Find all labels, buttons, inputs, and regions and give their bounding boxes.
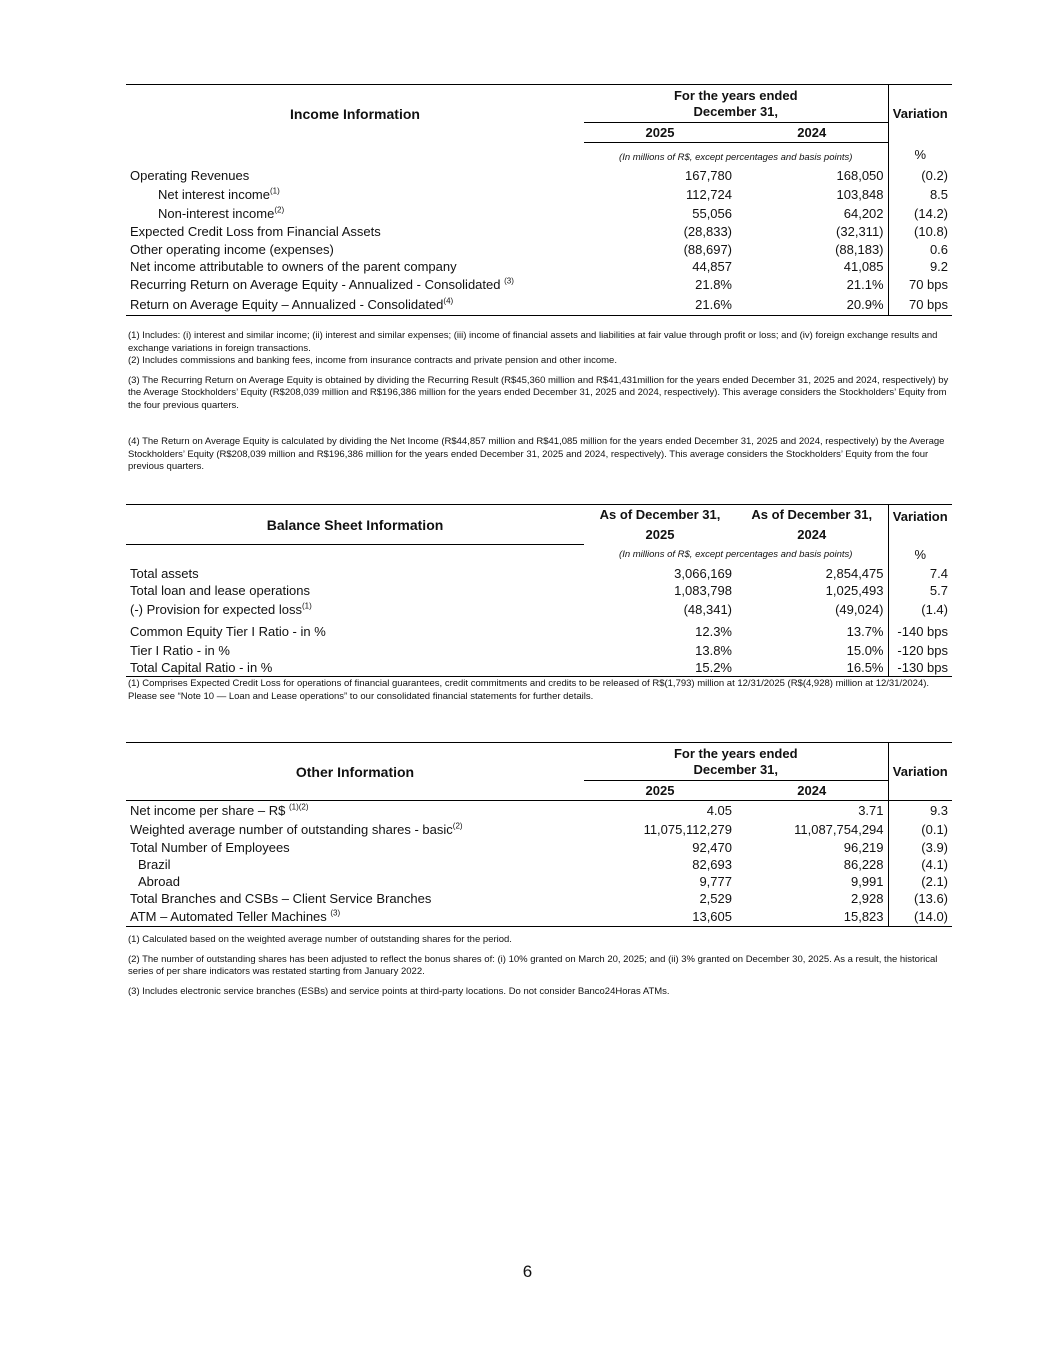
value-2025: 82,693	[692, 856, 732, 872]
row-label-text: (-) Provision for expected loss	[130, 602, 302, 617]
value-2025: 15.2%	[695, 659, 732, 675]
variation-value: (14.2)	[888, 204, 952, 223]
row-label-text: Expected Credit Loss from Financial Assets	[130, 224, 381, 239]
table-row	[126, 582, 952, 599]
variation-value: 9.3	[888, 801, 952, 821]
value-2024: 41,085	[843, 258, 884, 274]
income-table	[126, 84, 952, 316]
variation-value: (2.1)	[888, 873, 952, 890]
row-label-text: ATM – Automated Teller Machines	[130, 908, 331, 924]
balance-title: Balance Sheet Information	[126, 505, 584, 545]
row-label	[126, 275, 584, 295]
table-row	[126, 621, 952, 642]
value-2024: 103,848	[836, 186, 884, 202]
balance-notes	[128, 678, 950, 710]
row-label-text: Tier I Ratio - in %	[130, 642, 230, 658]
value-2024: 86,228	[843, 856, 884, 872]
variation-value: -140 bps	[888, 621, 952, 642]
balance-table	[126, 504, 952, 677]
table-row	[126, 295, 952, 315]
variation-value: 70 bps	[888, 295, 952, 315]
income-period-header: For the years ended December 31,	[584, 85, 888, 123]
value-2024: 2,854,475	[825, 565, 884, 581]
row-label-text: Return on Average Equity – Annualized - Consolidated	[130, 297, 444, 312]
footnote-marker: (3)	[330, 908, 341, 918]
row-label-text: Recurring Return on Average Equity - Annualized - Consolidated	[130, 277, 505, 292]
value-2024: 20.9%	[846, 297, 884, 312]
value-2024: (88,183)	[835, 241, 884, 257]
balance-units: (In millions of R$, except percentages and basis points)	[619, 549, 853, 560]
value-2025: 11,075,112,279	[643, 822, 732, 837]
footnote-marker: (2)	[452, 821, 463, 831]
variation-value: (4.1)	[888, 856, 952, 873]
value-2024: 15,823	[843, 908, 884, 924]
variation-value: (0.1)	[888, 821, 952, 839]
income-section	[126, 84, 952, 316]
row-label	[126, 856, 584, 873]
value-2024: 168,050	[836, 168, 884, 183]
footnote-marker: (1)	[270, 186, 280, 196]
row-label	[126, 873, 584, 890]
other-title: Other Information	[126, 743, 584, 801]
balance-year-2025: 2025	[645, 527, 675, 542]
balance-col1-header: As of December 31,	[584, 505, 736, 525]
other-period-header: For the years ended December 31,	[584, 743, 888, 781]
balance-section	[126, 504, 952, 677]
other-notes	[128, 934, 950, 1005]
value-2024: 16.5%	[846, 659, 884, 675]
row-label-text: Non-interest income	[158, 205, 275, 221]
row-label-text: Total assets	[130, 565, 199, 581]
value-2024: 21.1%	[846, 277, 884, 292]
table-row	[126, 907, 952, 926]
table-row	[126, 599, 952, 621]
table-row	[126, 839, 952, 856]
page-number: 6	[522, 1262, 533, 1281]
row-label	[126, 801, 584, 821]
income-year-2024: 2024	[736, 123, 888, 143]
table-row	[126, 890, 952, 907]
table-row	[126, 821, 952, 839]
footnote-marker: (1)	[301, 601, 312, 611]
row-label	[126, 258, 584, 275]
value-2025: 4.05	[706, 803, 732, 819]
other-note-3: (3) Includes electronic service branches (ESBs) and service points at third-party locations. Do not consider Banco24Horas ATMs.	[128, 985, 670, 997]
row-label-text: Net interest income	[158, 186, 270, 202]
other-section	[126, 742, 952, 927]
variation-value: 5.7	[888, 582, 952, 599]
table-row	[126, 565, 952, 582]
balance-variation-header: Variation	[888, 505, 952, 545]
row-label-text: Net income attributable to owners of the parent company	[130, 258, 457, 274]
table-row	[126, 167, 952, 185]
other-year-2025: 2025	[584, 781, 736, 801]
value-2025: 21.6%	[695, 297, 732, 312]
table-row	[126, 801, 952, 821]
footnote-marker: (4)	[443, 296, 454, 306]
income-title: Income Information	[126, 85, 584, 143]
row-label-text: Net income per share – R$	[130, 803, 289, 819]
value-2024: 2,928	[850, 890, 884, 906]
table-row	[126, 642, 952, 659]
row-label-text: Total loan and lease operations	[130, 582, 310, 598]
income-note-4: (4) The Return on Average Equity is calculated by dividing the Net Income (R$44,857 million and R$41,085 million for the years ended December 31, 2025 and 2024, respectively) by the Average Stockholders’ Equity (R$208,039 million and R$196,386 million for the years ended December 31, 2025 and 2024, respectively). This average considers the Stockholders’ Equity from the four previous quarters.	[128, 436, 945, 472]
row-label-text: Brazil	[138, 856, 171, 872]
value-2025: 92,470	[692, 839, 732, 855]
row-label	[126, 223, 584, 241]
table-row	[126, 241, 952, 258]
value-2024: 13.7%	[736, 621, 888, 642]
value-2025: (28,833)	[683, 224, 732, 239]
row-label	[126, 167, 584, 185]
variation-value: 9.2	[888, 258, 952, 275]
balance-pct: %	[888, 545, 952, 565]
balance-year-2024: 2024	[797, 527, 827, 542]
variation-value: (14.0)	[888, 907, 952, 926]
value-2025: (48,341)	[683, 602, 732, 617]
table-row	[126, 258, 952, 275]
row-label	[126, 185, 584, 204]
variation-value: -130 bps	[888, 659, 952, 676]
row-label	[126, 241, 584, 258]
other-note-2: (2) The number of outstanding shares has been adjusted to reflect the bonus shares of: (i) 10% granted on March 20, 2025; and (ii) 3% granted on December 30, 2025. As a result, the historical series of per share indicators was restated starting from January 2022.	[128, 953, 938, 977]
value-2024: 64,202	[843, 205, 884, 221]
value-2025: 112,724	[685, 186, 732, 202]
variation-value: (0.2)	[888, 167, 952, 185]
value-2025: 13.8%	[695, 642, 732, 658]
value-2025: 9,777	[699, 873, 732, 889]
row-label	[126, 204, 584, 223]
row-label-text: Weighted average number of outstanding shares - basic	[130, 822, 453, 837]
value-2024: 3.71	[858, 803, 884, 819]
row-label-text: Total Capital Ratio - in %	[130, 659, 273, 675]
footnote-marker: (1)(2)	[288, 802, 309, 812]
value-2024: 96,219	[843, 839, 884, 855]
value-2025: 55,056	[692, 205, 732, 221]
table-row	[126, 275, 952, 295]
row-label	[126, 890, 584, 907]
row-label	[126, 295, 584, 315]
row-label-text: Other operating income (expenses)	[130, 241, 334, 257]
row-label	[126, 599, 584, 621]
value-2025: 13,605	[692, 908, 732, 924]
row-label	[126, 907, 584, 926]
variation-value: (3.9)	[888, 839, 952, 856]
table-row	[126, 873, 952, 890]
income-notes	[128, 330, 950, 481]
income-variation-header: Variation	[888, 85, 952, 143]
income-year-2025: 2025	[584, 123, 736, 143]
variation-value: -120 bps	[888, 642, 952, 659]
value-2025: 167,780	[685, 168, 732, 183]
other-year-2024: 2024	[736, 781, 888, 801]
variation-value: 0.6	[888, 241, 952, 258]
balance-col2-header: As of December 31,	[736, 505, 888, 525]
value-2025: 44,857	[692, 258, 732, 274]
table-row	[126, 223, 952, 241]
variation-value: (13.6)	[888, 890, 952, 907]
row-label	[126, 621, 584, 642]
income-pct: %	[888, 143, 952, 167]
row-label	[126, 821, 584, 839]
variation-value: 8.5	[888, 185, 952, 204]
income-units: (In millions of R$, except percentages and basis points)	[619, 152, 853, 164]
row-label	[126, 582, 584, 599]
value-2025: 1,083,798	[674, 582, 732, 598]
value-2025: 12.3%	[695, 623, 732, 639]
value-2025: (88,697)	[683, 241, 732, 257]
row-label	[126, 642, 584, 659]
footnote-marker: (3)	[504, 276, 514, 286]
row-label	[126, 839, 584, 856]
row-label-text: Total Branches and CSBs – Client Service Branches	[130, 890, 432, 906]
table-row	[126, 659, 952, 676]
table-row	[126, 185, 952, 204]
value-2024: 1,025,493	[825, 582, 884, 598]
table-row	[126, 856, 952, 873]
other-note-1: (1) Calculated based on the weighted average number of outstanding shares for the period.	[128, 934, 512, 945]
value-2024: 11,087,754,294	[794, 822, 884, 837]
value-2025: 21.8%	[695, 277, 732, 292]
row-label-text: Operating Revenues	[130, 168, 250, 183]
value-2024: 9,991	[850, 873, 884, 889]
row-label-text: Abroad	[138, 873, 180, 889]
income-note-1: (1) Includes: (i) interest and similar income; (ii) interest and similar expenses; (iii) income of financial assets and liabilities at fair value through profit or loss; and (iv) foreign exchange results and exchange variations in foreign transactions. (2) Includes commissions and banking fees, income from insurance contracts and private pension and other income.	[128, 330, 938, 366]
row-label	[126, 659, 584, 676]
value-2024: 15.0%	[846, 642, 884, 658]
value-2025: 3,066,169	[674, 565, 732, 581]
value-2025: 2,529	[699, 890, 732, 906]
variation-value: (10.8)	[888, 223, 952, 241]
row-label-text: Total Number of Employees	[130, 839, 290, 855]
other-table	[126, 742, 952, 927]
table-row	[126, 204, 952, 223]
other-variation-header: Variation	[888, 743, 952, 801]
income-note-3: (3) The Recurring Return on Average Equity is obtained by dividing the Recurring Result (R$45,360 million and R$41,431million for the years ended December 31, 2025 and 2024, respectively) by the Average Stockholders’ Equity (R$208,039 million and R$196,386 million for the years ended December 31, 2025 and 2024, respectively). This average considers the Stockholders’ Equity from the four previous quarters.	[128, 374, 949, 411]
variation-value: 70 bps	[888, 275, 952, 295]
variation-value: 7.4	[888, 565, 952, 582]
row-label	[126, 565, 584, 582]
value-2024: (32,311)	[836, 224, 884, 239]
balance-note-1: (1) Comprises Expected Credit Loss for operations of financial guarantees, credit commitments and credits to be released of R$(1,793) million at 12/31/2025 (R$(4,928) million at 12/31/2024). Please see “Note 10 — Loan and Lease operations” to our consolidated financial statements for further details.	[128, 678, 930, 702]
row-label-text: Common Equity Tier I Ratio - in %	[130, 623, 326, 639]
variation-value: (1.4)	[888, 599, 952, 621]
footnote-marker: (2)	[274, 205, 285, 215]
value-2024: (49,024)	[736, 599, 888, 621]
